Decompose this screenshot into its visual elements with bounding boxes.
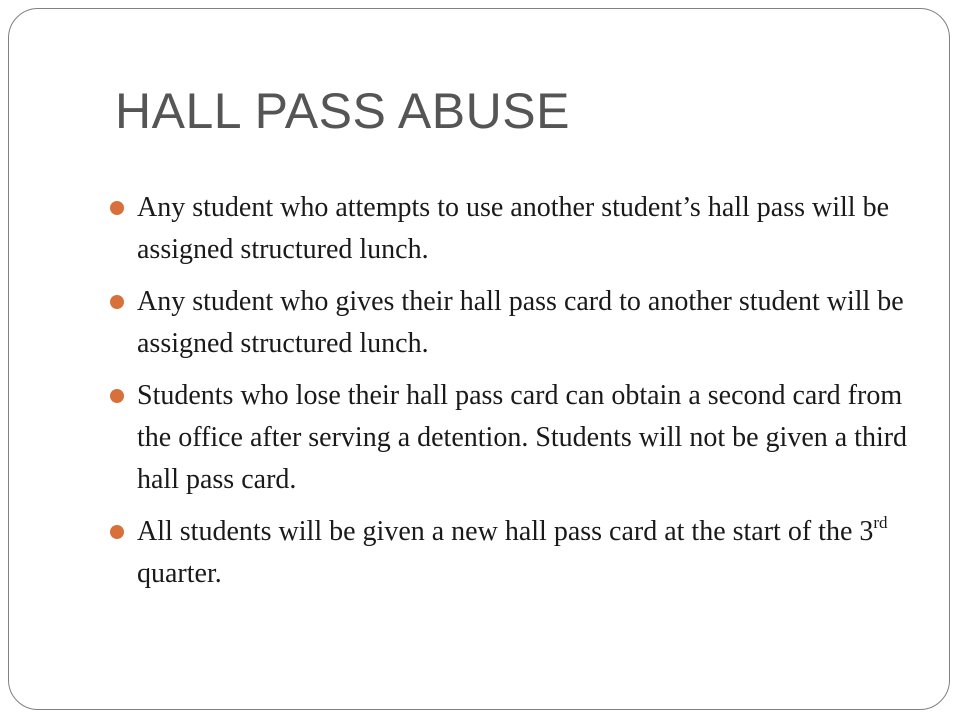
bullet-dot-icon <box>110 389 124 403</box>
ordinal-superscript: rd <box>873 513 888 532</box>
bullet-text-after-superscript: quarter. <box>137 558 222 589</box>
bullet-text: Any student who attempts to use another student’s hall pass will be assigned structured lunch. <box>137 192 890 265</box>
bullet-list <box>109 187 919 605</box>
slide-frame <box>8 8 950 710</box>
bullet-text <box>137 513 888 589</box>
bullet-item <box>109 187 919 271</box>
bullet-dot-icon <box>110 525 124 539</box>
bullet-dot-icon <box>110 295 124 309</box>
bullet-text: Students who lose their hall pass card can obtain a second card from the office after serving a detention. Students will not be given a third hall pass card. <box>137 380 908 495</box>
bullet-dot-icon <box>110 201 124 215</box>
bullet-text: Any student who gives their hall pass card to another student will be assigned structured lunch. <box>137 286 904 359</box>
bullet-item <box>109 281 919 365</box>
bullet-text-before-superscript: All students will be given a new hall pass card at the start of the 3 <box>137 516 874 547</box>
bullet-item <box>109 375 919 501</box>
slide-title: HALL PASS ABUSE <box>115 83 570 139</box>
bullet-item <box>109 511 919 595</box>
